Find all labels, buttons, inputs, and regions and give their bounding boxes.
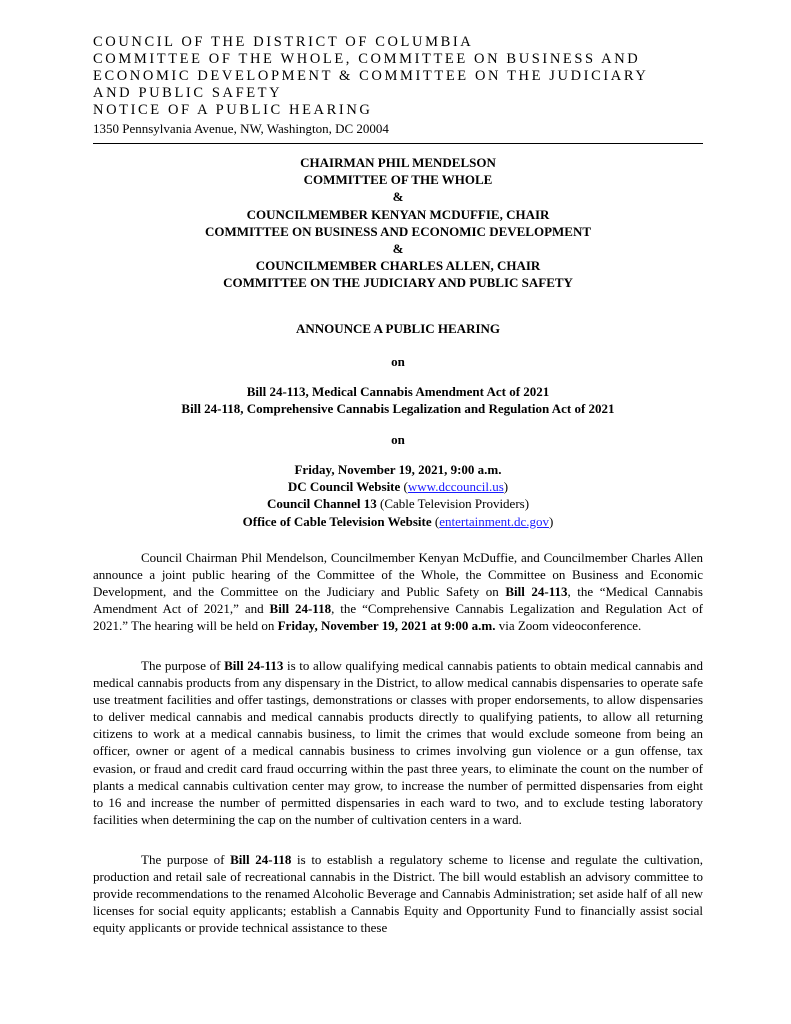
bill-24-113-purpose-paragraph (93, 657, 703, 828)
letterhead-committees-cont: ECONOMIC DEVELOPMENT & COMMITTEE ON THE JUDICIARY (93, 68, 649, 84)
hearing-cable-line (93, 513, 703, 530)
intro-paragraph (93, 549, 703, 634)
channel-label: Council Channel 13 (266, 496, 377, 512)
letterhead-committees-end: AND PUBLIC SAFETY (93, 85, 283, 101)
letterhead-address: 1350 Pennsylvania Avenue, NW, Washington, DC 20004 (93, 121, 389, 136)
bill-ref: Bill 24-113 (224, 658, 284, 673)
sponsors-block (93, 154, 703, 292)
bill-24-118-title: Bill 24-118, Comprehensive Cannabis Legalization and Regulation Act of 2021 (181, 401, 615, 417)
header-rule (93, 143, 703, 144)
letterhead-notice: NOTICE OF A PUBLIC HEARING (93, 102, 373, 118)
cable-website-label: Office of Cable Television Website (242, 513, 432, 529)
para-text: The purpose of (141, 852, 231, 867)
letterhead (93, 34, 703, 137)
paren-open: ( (431, 513, 440, 529)
sponsor-allen: COUNCILMEMBER CHARLES ALLEN, CHAIR (255, 258, 541, 274)
paren-open: ( (400, 479, 408, 495)
sponsor-committee-whole: COMMITTEE OF THE WHOLE (303, 172, 493, 188)
bill-24-118-purpose-paragraph (93, 851, 703, 936)
letterhead-committees: COMMITTEE OF THE WHOLE, COMMITTEE ON BUSINESS AND (93, 51, 641, 67)
entertainment-link[interactable]: entertainment.dc.gov (439, 513, 549, 529)
bill-ref: Bill 24-118 (230, 852, 292, 867)
paren-close: ) (503, 479, 509, 495)
on-label: on (391, 432, 405, 447)
bill-ref: Bill 24-118 (269, 601, 332, 617)
ampersand: & (392, 189, 404, 205)
hearing-website-line (93, 478, 703, 495)
para-text: Council Chairman Phil Mendelson, Councilmember Kenyan McDuffie, and Councilmember Charles Allen announce a joint public hearing of the Committee of the Whole, the Committee on Business and Economic Development, and the Committee on the Judiciary and Public Safety on (93, 550, 703, 600)
paren-close: ) (548, 513, 554, 529)
bills-block (93, 383, 703, 417)
bill-24-113-title: Bill 24-113, Medical Cannabis Amendment Act of 2021 (246, 384, 550, 399)
website-label: DC Council Website (287, 479, 401, 495)
ampersand: & (392, 241, 404, 257)
para-text: , the “Comprehensive Cannabis Legalization and Regulation Act of 2021.” The hearing will be held on (93, 601, 704, 634)
hearing-channel-line (93, 495, 703, 512)
sponsor-business-committee: COMMITTEE ON BUSINESS AND ECONOMIC DEVELOPMENT (204, 223, 592, 239)
dccouncil-link[interactable]: www.dccouncil.us (407, 479, 504, 495)
bill-ref: Bill 24-113 (505, 584, 568, 600)
sponsor-chairman: CHAIRMAN PHIL MENDELSON (300, 155, 496, 170)
para-text: is to establish a regulatory scheme to license and regulate the cultivation, production and retail sale of recreational cannabis in the District. The bill would establish an advisory committee to provide recommendations to the renamed Alcoholic Beverage and Cannabis Administration; set aside half of all new licenses for social equity applicants; establish a Cannabis Equity and Opportunity Fund to financially assist social equity applicants or provide technical assistance to these (93, 852, 703, 936)
on-label: on (391, 354, 405, 369)
hearing-date-ref: Friday, November 19, 2021 at 9:00 a.m. (277, 618, 496, 634)
hearing-datetime: Friday, November 19, 2021, 9:00 a.m. (294, 462, 502, 477)
sponsor-judiciary-committee: COMMITTEE ON THE JUDICIARY AND PUBLIC SAFETY (223, 275, 573, 291)
para-text: The purpose of (141, 658, 225, 673)
channel-note: (Cable Television Providers) (376, 496, 530, 512)
para-text: , the “Medical Cannabis Amendment Act of 2021,” and (93, 584, 703, 617)
hearing-details (93, 461, 703, 530)
para-text: via Zoom videoconference. (495, 618, 642, 634)
announce-heading: ANNOUNCE A PUBLIC HEARING (295, 321, 501, 336)
para-text: is to allow qualifying medical cannabis patients to obtain medical cannabis and medical cannabis products from any dispensary in the District, to allow medical cannabis dispensaries to operate safe use treatment facilities and offer tastings, demonstrations or classes with proper endorsements, to allow dispensaries to deliver medical cannabis and medical cannabis products directly to qualifying patients, to allow all returning citizens to work at a medical cannabis business, to limit the crimes that would exclude someone from being an officer, owner or agent of a medical cannabis business to crimes involving gun violence or a gun offense, tax evasion, or fraud and credit card fraud occurring within the past three years, to eliminate the count on the number of plants a medical cannabis cultivation center may grow, to increase the number of permitted dispensaries from eight to 16 and increase the number of permitted dispensaries in each ward to two, and to exclude testing laboratory facilities when determining the cap on the number of cultivation centers in a ward. (93, 658, 703, 827)
sponsor-mcduffie: COUNCILMEMBER KENYAN MCDUFFIE, CHAIR (246, 206, 550, 222)
letterhead-council: COUNCIL OF THE DISTRICT OF COLUMBIA (93, 34, 474, 50)
